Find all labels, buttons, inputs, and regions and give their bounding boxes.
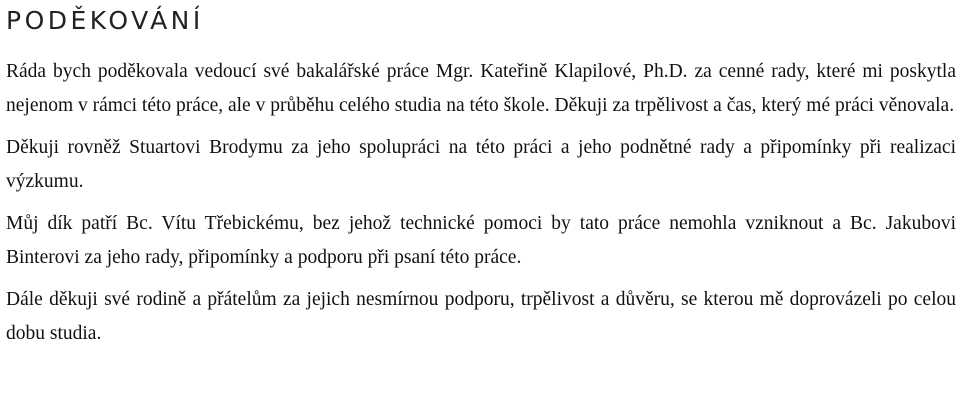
paragraph-family-thanks: Dále děkuji své rodině a přátelům za jejich nesmírnou podporu, trpělivost a důvěru, se kterou mě doprovázeli po celou dobu studia.: [6, 289, 956, 344]
paragraph-supervisor-thanks: Ráda bych poděkovala vedoucí své bakalářské práce Mgr. Kateřině Klapilové, Ph.D. za cenné rady, které mi poskytla nejenom v rámci této práce, ale v průběhu celého studia na této škole. Děkuji za trpělivost a čas, který mé práci věnovala.: [6, 61, 956, 116]
paragraph-colleagues-thanks: Můj dík patří Bc. Vítu Třebickému, bez jehož technické pomoci by tato práce nemohla vzniknout a Bc. Jakubovi Binterovi za jeho rady, připomínky a podporu při psaní této práce.: [6, 213, 956, 268]
page-title: PODĚKOVÁNÍ: [6, 6, 204, 35]
paragraph-brody-thanks: Děkuji rovněž Stuartovi Brodymu za jeho spolupráci na této práci a jeho podnětné rady a připomínky při realizaci výzkumu.: [6, 137, 956, 192]
acknowledgements-page: [6, 0, 956, 351]
